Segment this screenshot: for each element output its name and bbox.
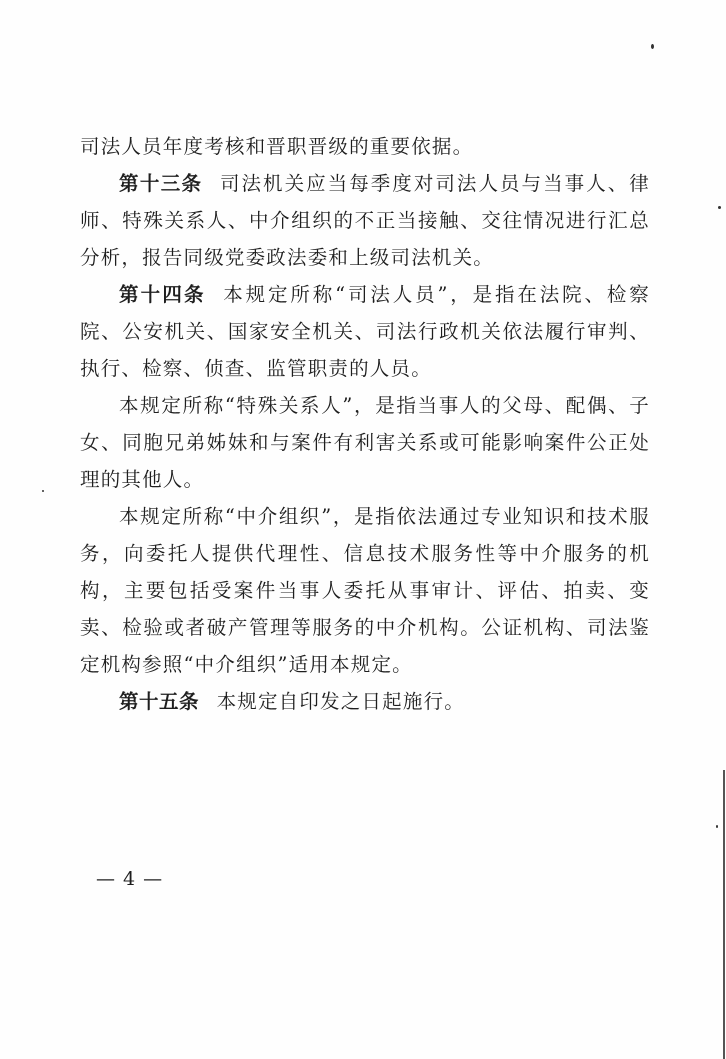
page-number: — 4 — bbox=[96, 868, 164, 890]
paragraph-continued bbox=[80, 128, 650, 165]
scan-speck bbox=[42, 490, 44, 492]
paragraph-text: 司法人员年度考核和晋职晋级的重要依据。 bbox=[80, 135, 474, 158]
paragraph-text: 本规定所称“特殊关系人”，是指当事人的父母、配偶、子女、同胞兄弟姊妹和与案件有利害关系或可能影响案件公正处理的其他人。 bbox=[80, 394, 650, 491]
scan-edge-line bbox=[723, 770, 725, 1059]
document-body bbox=[80, 128, 650, 720]
paragraph-text: 本规定自印发之日起施行。 bbox=[216, 690, 465, 713]
paragraph-article-14 bbox=[80, 276, 650, 387]
paragraph-article-15 bbox=[80, 683, 650, 720]
article-heading: 第十三条 bbox=[119, 172, 203, 195]
article-heading: 第十四条 bbox=[119, 283, 206, 306]
paragraph-article-13 bbox=[80, 165, 650, 276]
paragraph-intermediary bbox=[80, 498, 650, 683]
scan-speck bbox=[716, 825, 718, 828]
paragraph-text: 本规定所称“中介组织”，是指依法通过专业知识和技术服务，向委托人提供代理性、信息技术服务性等中介服务的机构，主要包括受案件当事人委托从事审计、评估、拍卖、变卖、检验或者破产管理等服务的中介机构。公证机构、司法鉴定机构参照“中介组织”适用本规定。 bbox=[80, 505, 650, 676]
paragraph-special-relation bbox=[80, 387, 650, 498]
paragraph-text: 本规定所称“司法人员”，是指在法院、检察院、公安机关、国家安全机关、司法行政机关依法履行审判、执行、检察、侦查、监管职责的人员。 bbox=[80, 283, 650, 380]
scan-speck bbox=[718, 206, 721, 209]
paragraph-text: 司法机关应当每季度对司法人员与当事人、律师、特殊关系人、中介组织的不正当接触、交往情况进行汇总分析，报告同级党委政法委和上级司法机关。 bbox=[80, 172, 650, 269]
article-heading: 第十五条 bbox=[119, 690, 200, 713]
scan-speck bbox=[651, 44, 654, 49]
